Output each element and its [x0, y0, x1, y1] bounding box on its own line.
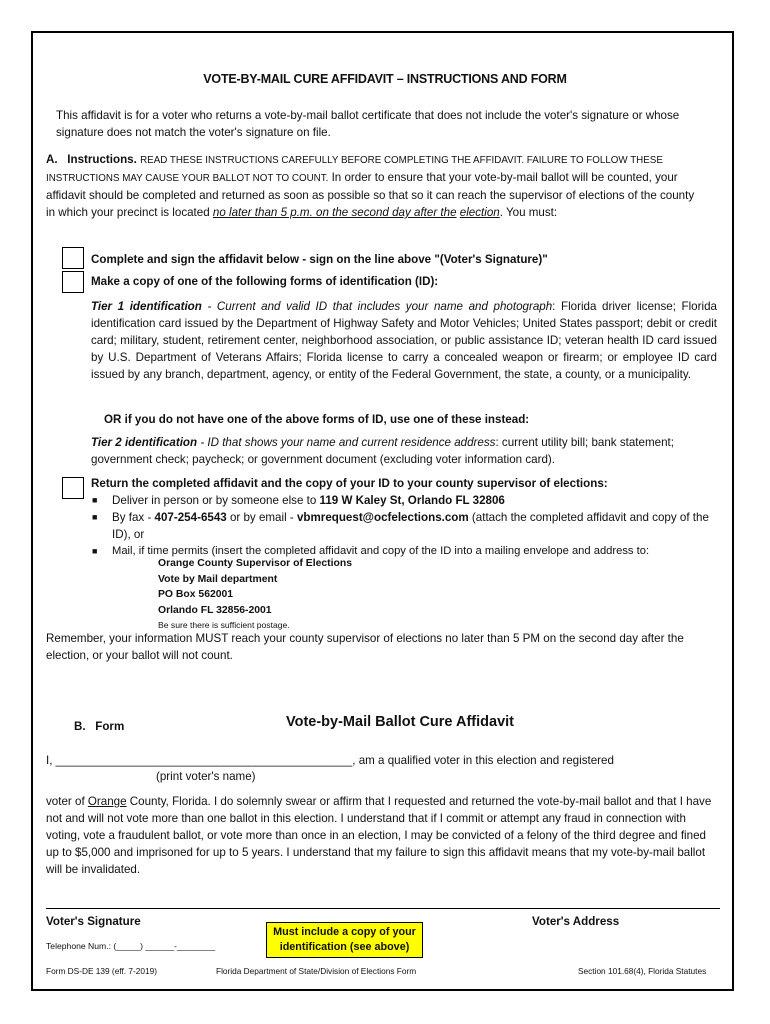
step2-text: Make a copy of one of the following forms of identification (ID): — [91, 275, 439, 288]
tier1-desc: - Current and valid ID that includes your name and photograph — [201, 300, 553, 313]
bullet-icon: ■ — [92, 512, 98, 522]
department-name: Florida Department of State/Division of Elections Form — [216, 966, 417, 976]
tier2-paragraph — [91, 434, 717, 468]
section-b-heading — [74, 718, 124, 735]
fax-number: 407-254-6543 — [154, 511, 227, 524]
mail-address-line1: Orange County Supervisor of Elections — [158, 558, 352, 569]
signature-line[interactable] — [46, 908, 720, 909]
bullet-icon: ■ — [92, 546, 98, 556]
list-item — [92, 509, 712, 543]
voter-of-text: voter of — [46, 795, 88, 808]
name-prefix: I, __ — [46, 754, 69, 767]
remember-note: Remember, your information MUST reach your county supervisor of elections no later than 5 PM on the second day after the election, or your ballot will not count. — [46, 632, 684, 662]
instructions-warning: READ THESE INSTRUCTIONS CAREFULLY BEFORE COMPLETING THE AFFIDAVIT. FAILURE TO FOLLOW THESE INSTRUCTIONS MAY CAUSE YOUR BALLOT NOT TO COUNT. — [46, 155, 663, 184]
step1-checkbox[interactable] — [62, 247, 84, 269]
form-title: Vote-by-Mail Ballot Cure Affidavit — [286, 714, 514, 730]
bullet-email-text: or by email - — [226, 511, 297, 524]
step3-checkbox[interactable] — [62, 477, 84, 499]
deadline-text: no later than 5 p.m. on the second day after the — [212, 206, 457, 219]
form-number: Form DS-DE 139 (eff. 7-2019) — [46, 966, 157, 976]
email-address: vbmrequest@ocfelections.com — [296, 511, 469, 524]
postage-note: Be sure there is sufficient postage. — [158, 620, 290, 630]
instructions-body: In order to ensure that your vote-by-mail ballot will be counted, your affidavit should be completed and returned as soon as possible so that so it can reach the supervisor of elections of the county in which your precinct is located — [46, 171, 695, 219]
telephone-field[interactable]: Telephone Num.: (_____) ______-________ — [46, 941, 216, 951]
bullet-attach-text: (attach the completed affidavit and copy of the ID), or — [112, 511, 709, 541]
bullet-mail-text: Mail, if time permits (insert the completed affidavit and copy of the ID into a mailing envelope and address to: — [112, 545, 650, 557]
tier2-list: : current utility bill; bank statement; government check; paycheck; or government document (excluding voter information card). — [91, 436, 674, 466]
section-a-heading: Instructions. — [67, 153, 137, 166]
voter-address-label: Voter's Address — [532, 915, 620, 928]
mail-address-line4: Orlando FL 32856-2001 — [158, 604, 272, 616]
bullet-icon: ■ — [92, 495, 98, 505]
delivery-address: 119 W Kaley St, Orlando FL 32806 — [319, 494, 505, 507]
bullet-delivery-text: Deliver in person or by someone else to — [112, 494, 320, 507]
mail-address-line3: PO Box 562001 — [158, 589, 234, 600]
intro-paragraph: This affidavit is for a voter who returns a vote-by-mail ballot certificate that does not include the voter's signature or whose signature does not match the voter's signature on file. — [56, 109, 680, 139]
step3-text: Return the completed affidavit and the copy of your ID to your county supervisor of elections: — [91, 477, 608, 490]
step2-checkbox[interactable] — [62, 271, 84, 293]
county-field[interactable]: Orange — [87, 795, 127, 808]
section-b-title: Form — [95, 720, 125, 733]
statute-reference: Section 101.68(4), Florida Statutes — [578, 966, 707, 976]
or-line: OR if you do not have one of the above forms of ID, use one of these instead: — [104, 413, 530, 426]
bullet-fax-text: By fax - — [112, 511, 155, 524]
return-options-list — [92, 492, 712, 560]
tier2-desc: - ID that shows your name and current residence address — [197, 436, 496, 449]
mailing-address — [158, 556, 352, 634]
tier1-label: Tier 1 identification — [91, 300, 202, 313]
deadline-word: election — [459, 206, 500, 219]
tier1-list: : Florida driver license; Florida identification card issued by the Department of Highway Safety and Motor Vehicles; United States passport; debit or credit card; military, student, retirement center, neighborhood association, or public assistance ID; veteran health ID card issued by U.S. Department of Veterans Affairs; Florida license to carry a concealed weapon or firearm; or employee ID card issued by any branch, department, agency, or entity of the Federal Government, the state, a county, or a municipality. — [91, 300, 717, 381]
tier1-paragraph — [91, 298, 717, 383]
section-b-label: B. — [74, 720, 86, 733]
id-copy-notice: Must include a copy of your identification (see above) — [266, 922, 423, 958]
name-suffix: , am a qualified voter in this election and registered — [352, 754, 614, 767]
print-name-label: (print voter's name) — [156, 770, 256, 783]
section-a-instructions — [46, 151, 696, 221]
step1-text: Complete and sign the affidavit below - sign on the line above "(Voter's Signature)" — [91, 253, 548, 266]
tier2-label: Tier 2 identification — [91, 436, 198, 449]
mail-address-line2: Vote by Mail department — [158, 573, 278, 585]
voter-signature-label: Voter's Signature — [46, 915, 141, 928]
page-title: VOTE-BY-MAIL CURE AFFIDAVIT – INSTRUCTIONS AND FORM — [203, 72, 567, 86]
oath-text: County, Florida. I do solemnly swear or affirm that I requested and returned the vote-by-mail ballot and that I have not and will not vote more than one ballot in this election. I understand that if I commit or attempt any fraud in connection with voting, vote a fraudulent ballot, or vote more than once in an election, I may be convicted of a felony of the third degree and fined up to $5,000 and imprisoned for up to 5 years. I understand that my failure to sign this affidavit means that my vote-by-mail ballot will be invalidated. — [46, 795, 712, 876]
oath-paragraph — [46, 793, 718, 878]
instructions-tail: . You must: — [499, 206, 558, 219]
voter-name-line — [46, 752, 726, 769]
section-a-label: A. — [46, 153, 58, 166]
list-item — [92, 492, 712, 509]
voter-name-field[interactable]: ____________________________________________ — [68, 754, 353, 767]
